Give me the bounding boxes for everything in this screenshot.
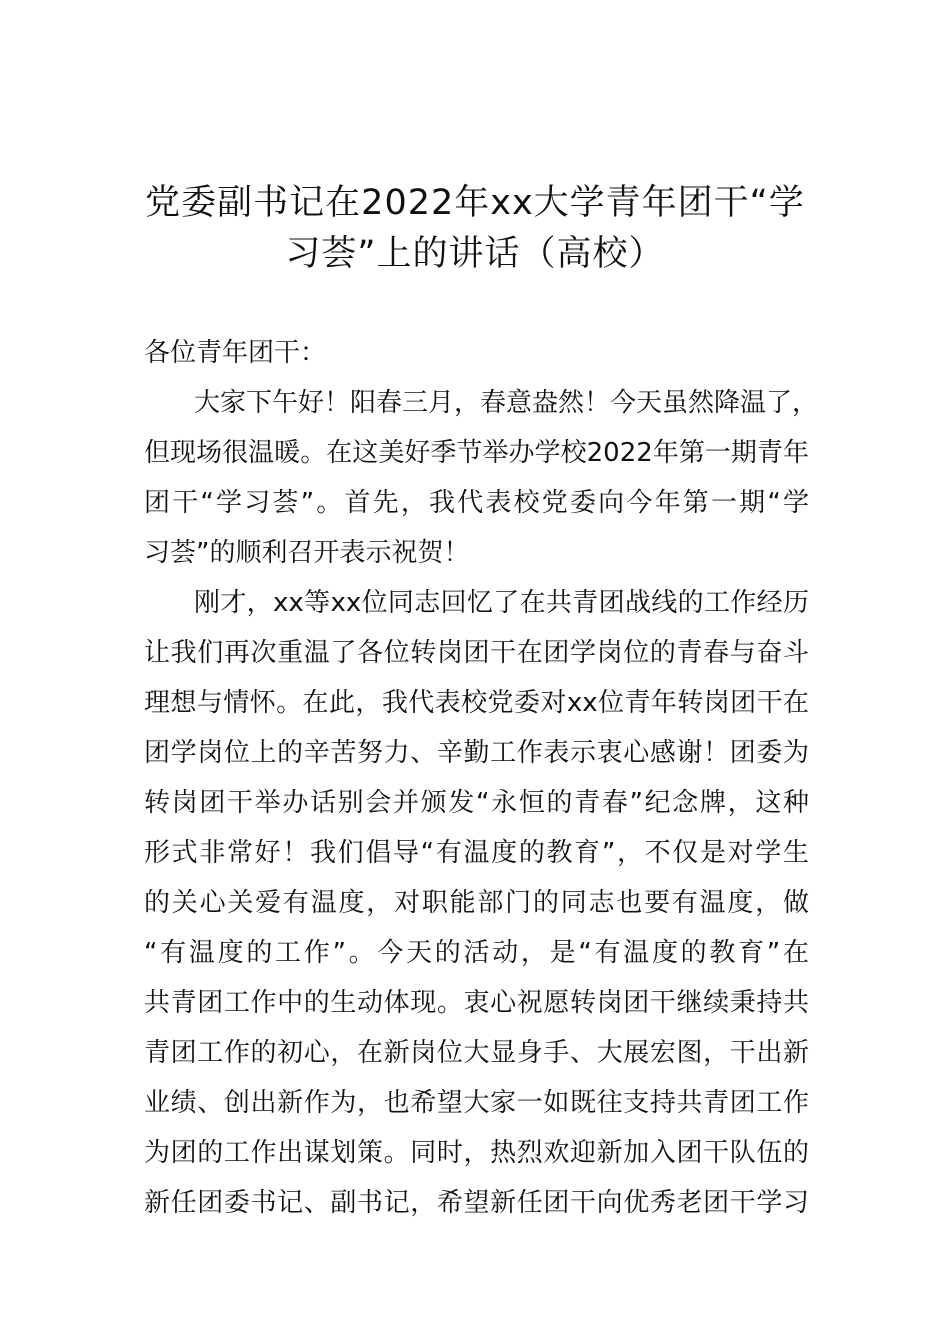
paragraph-1 bbox=[144, 378, 819, 578]
paragraph-2-line-5: 转岗团干举办话别会并颁发“永恒的青春”纪念牌，这种 bbox=[144, 788, 809, 818]
paragraph-2-line-2: 让我们再次重温了各位转岗团干在团学岗位的青春与奋斗 bbox=[144, 638, 809, 668]
paragraph-2-line-10: 青团工作的初心，在新岗位大显身手、大展宏图，干出新 bbox=[144, 1038, 809, 1068]
salutation: 各位青年团干： bbox=[144, 338, 327, 368]
title-line-2: 习荟”上的讲话（高校） bbox=[285, 234, 665, 274]
paragraph-1-line-1: 大家下午好！阳春三月，春意盎然！今天虽然降温了， bbox=[194, 388, 819, 418]
paragraph-2-line-4: 团学岗位上的辛苦努力、辛勤工作表示衷心感谢！团委为 bbox=[144, 738, 809, 768]
paragraph-2-line-9: 共青团工作中的生动体现。衷心祝愿转岗团干继续秉持共 bbox=[144, 988, 809, 1018]
paragraph-2-line-6: 形式非常好！我们倡导“有温度的教育”，不仅是对学生 bbox=[144, 838, 809, 868]
document-body bbox=[144, 328, 819, 1228]
paragraph-2-line-13: 新任团委书记、副书记，希望新任团干向优秀老团干学习 bbox=[144, 1188, 809, 1218]
paragraph-2 bbox=[144, 578, 809, 1228]
paragraph-2-line-12: 为团的工作出谋划策。同时，热烈欢迎新加入团干队伍的 bbox=[144, 1138, 809, 1168]
document-title bbox=[120, 178, 830, 280]
paragraph-2-line-7: 的关心关爱有温度，对职能部门的同志也要有温度，做 bbox=[144, 888, 809, 918]
paragraph-1-line-4: 习荟”的顺利召开表示祝贺！ bbox=[144, 538, 470, 568]
paragraph-2-line-11: 业绩、创出新作为，也希望大家一如既往支持共青团工作 bbox=[144, 1088, 809, 1118]
paragraph-1-line-2: 但现场很温暖。在这美好季节举办学校2022年第一期青年 bbox=[144, 438, 809, 468]
title-line-1: 党委副书记在2022年xx大学青年团干“学 bbox=[145, 183, 805, 223]
paragraph-1-line-3: 团干“学习荟”。首先，我代表校党委向今年第一期“学 bbox=[144, 488, 809, 518]
paragraph-2-line-3: 理想与情怀。在此，我代表校党委对xx位青年转岗团干在 bbox=[144, 688, 809, 718]
paragraph-2-line-1: 刚才，xx等xx位同志回忆了在共青团战线的工作经历 bbox=[194, 588, 809, 618]
paragraph-2-line-8: “有温度的工作”。今天的活动，是“有温度的教育”在 bbox=[144, 938, 809, 968]
